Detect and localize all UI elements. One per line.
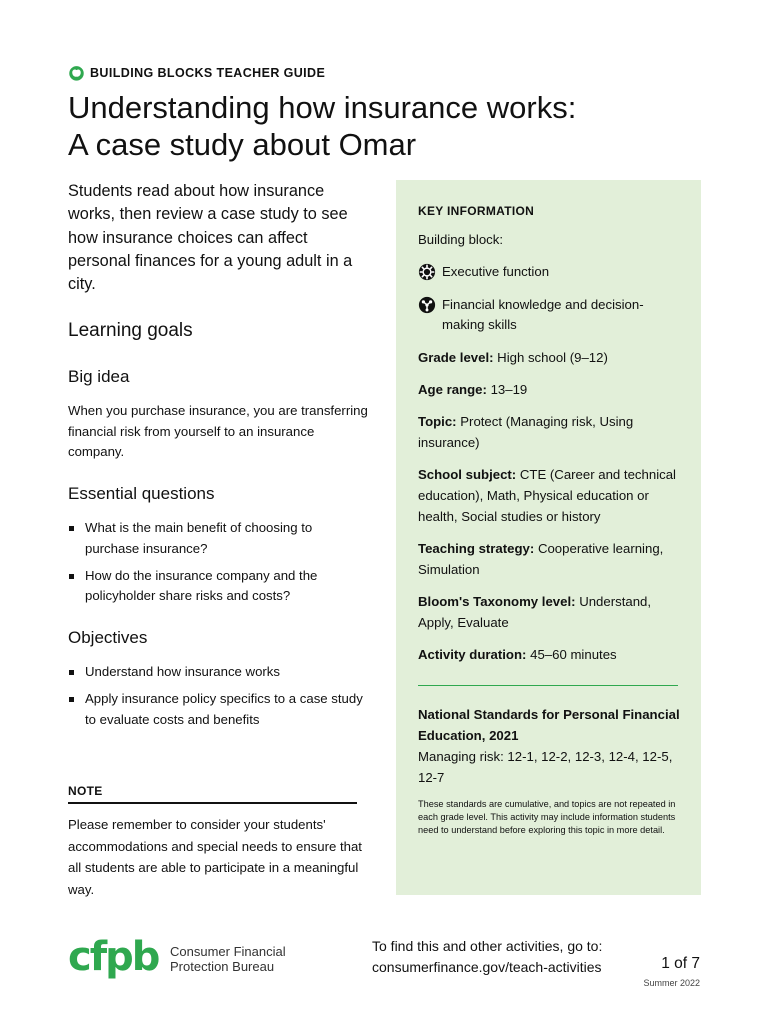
agency-name: Consumer Financial Protection Bureau [170,944,286,974]
standards-note: These standards are cumulative, and topics are not repeated in each grade level. This activity may include information students need to understand before exploring this topic in more detail. [418,799,676,836]
list-item: What is the main benefit of choosing to purchase insurance? [68,518,368,559]
essential-questions-heading: Essential questions [68,484,215,503]
guide-label [68,64,325,81]
standards-text: Managing risk: 12-1, 12-2, 12-3, 12-4, 12-5, 12-7 [418,748,673,785]
financial-knowledge-icon [418,296,436,314]
key-information-panel [396,180,701,895]
topic: Topic: Protect (Managing risk, Using insurance) [418,414,634,451]
standards-title: National Standards for Personal Financial Education, 2021 [418,707,680,744]
note-text: Please remember to consider your students' accommodations and special needs to ensure that all students are able to participate in a meaningful way. [68,817,362,897]
apple-icon [68,64,85,81]
grade-level: Grade level: High school (9–12) [418,349,608,365]
page-number: 1 of 7 [661,955,700,972]
key-information-heading: KEY INFORMATION [418,204,535,218]
learning-goals-heading: Learning goals [68,320,193,341]
building-block-item [418,295,688,337]
activity-duration: Activity duration: 45–60 minutes [418,647,617,663]
building-block-item [418,262,688,283]
footer-find-text: To find this and other activities, go to: [372,938,603,954]
page-title [68,89,708,163]
note-heading: NOTE [68,784,103,798]
cfpb-logo [68,934,286,984]
note-divider [68,802,357,804]
big-idea-text: When you purchase insurance, you are transferring financial risk from yourself to an insurance company. [68,403,368,459]
svg-text:cfpb: cfpb [68,934,159,980]
building-block-text: Financial knowledge and decision-making skills [442,296,644,333]
list-item: Apply insurance policy specifics to a case study to evaluate costs and benefits [68,689,368,730]
title-line-1: Understanding how insurance works: [68,90,577,125]
intro-paragraph: Students read about how insurance works, then review a case study to see how insurance choices can affect personal finances for a young adult in a city. [68,182,353,294]
essential-questions-list [68,518,368,613]
edition-date: Summer 2022 [643,978,700,988]
executive-function-icon [418,263,436,281]
objectives-heading: Objectives [68,628,148,647]
panel-divider [418,685,678,686]
building-block-label: Building block: [418,232,504,247]
guide-label-text: BUILDING BLOCKS TEACHER GUIDE [90,65,326,80]
building-block-text: Executive function [442,264,550,280]
list-item: Understand how insurance works [68,662,368,683]
objectives-list [68,662,368,737]
blooms-taxonomy-level: Bloom's Taxonomy level: Understand, Apply, Evaluate [418,594,652,631]
activities-link[interactable]: consumerfinance.gov/teach-activities [372,959,602,975]
age-range: Age range: 13–19 [418,381,528,397]
title-line-2: A case study about Omar [68,127,417,162]
big-idea-heading: Big idea [68,367,130,386]
list-item: How do the insurance company and the policyholder share risks and costs? [68,566,368,607]
teaching-strategy: Teaching strategy: Cooperative learning, Simulation [418,541,664,578]
school-subject: School subject: CTE (Career and technical education), Math, Physical education or health, Social studies or history [418,467,676,524]
cfpb-wordmark-logo [68,934,160,984]
